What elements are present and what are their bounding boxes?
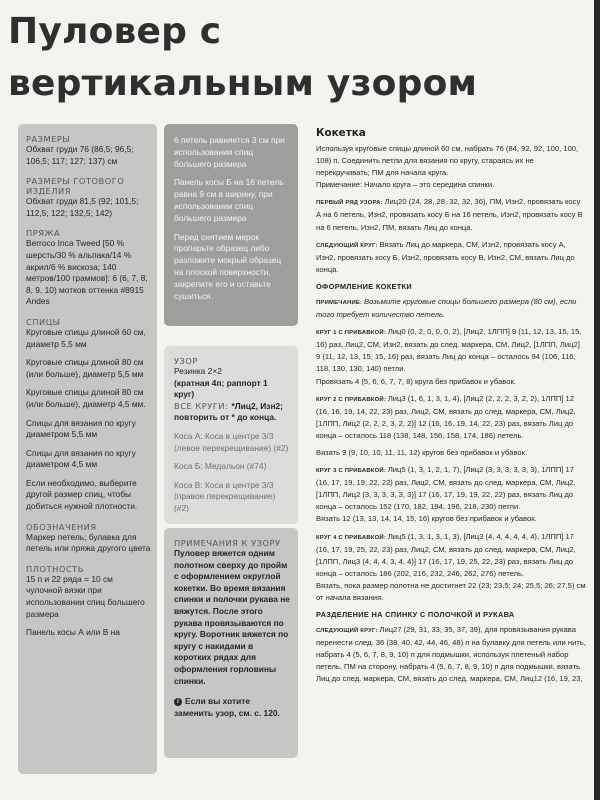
yoke-instructions (316, 127, 586, 691)
page-title: Пуловер с вертикальным узором (8, 11, 478, 104)
inc4-text: Лиц5 (1, 3, 1, 3, 1, 3), [Лиц3 (4, 4, 4, 4, 4, 4), 1ЛПП] 17 (16, 17, 19, 25, 22, 23) раз, Лиц2, СМ, вязать до след. маркера, СМ, Лиц2, [1ЛПП, Лиц3 (4, 4, 4, 3, 4, 4)] 17 (16, 17, 19, 25, 22, 23) раз, вязать Лиц до конца – осталось 186 (202, 216, 232, 246, 262, 276) петель. (316, 531, 576, 578)
rib-title: Резинка 2×2 (174, 366, 222, 376)
inc1-label: КРУГ 1 С ПРИБАВКОЙ: (316, 330, 388, 337)
pattern-notes-panel (164, 528, 298, 758)
knit-rounds-2: Вязать 9 (9, 10, 10, 11, 11, 12) кругов без прибавок и убавок. (316, 447, 528, 457)
yoke-cast-on: Используя круговые спицы длиной 60 см, набрать 76 (84, 92, 92, 100, 100, 108) п. Соединить петли для вязания по кругу, стараясь их не перекручивать; ПМ для начала круга. (316, 144, 579, 178)
division-heading: РАЗДЕЛЕНИЕ НА СПИНКУ С ПОЛОЧКОЙ И РУКАВА (316, 610, 515, 620)
gauge-note: Панель косы Б на 16 петель равна 9 см в ширину, при использовании спиц большего размера (174, 177, 284, 223)
needle-item: Если необходимо, выберите другой размер спиц, чтобы добиться нужной плотности. (26, 477, 138, 512)
knit-rounds-1: Провязать 4 (5, 6, 6, 7, 7, 8) круга без прибавок и убавок. (316, 376, 516, 386)
notions-text: Маркер петель; булавка для петель или пряжа другого цвета (26, 531, 151, 554)
knit-rounds-3: Вязать 12 (13, 13, 14, 14, 15, 16) кругов без прибавок и убавок. (316, 514, 537, 524)
info-icon: i (174, 698, 182, 706)
bust-sizes: Обхват груди 76 (86,5; 96,5; 106,5; 117; 127; 137) см (26, 144, 134, 166)
gauge-text-2: Панель косы А или В на (26, 627, 120, 638)
gauge-note: Перед снятием мерок пропарьте образец либо разложите мокрый образец на плоской поверхности, закрепите его и оставьте сушиться. (174, 231, 282, 301)
needles-heading: СПИЦЫ (26, 316, 61, 327)
gauge-note-panel (164, 124, 298, 326)
increase-round-1 (316, 326, 586, 375)
notions-heading: ОБОЗНАЧЕНИЯ (26, 521, 97, 532)
next-round-label: СЛЕДУЮЩИЙ КРУГ: (316, 242, 380, 249)
finished-sizes-heading: РАЗМЕРЫ ГОТОВОГО ИЗДЕЛИЯ (26, 176, 125, 197)
cable-b: Коса Б: Медальон (#74) (174, 461, 267, 472)
first-row (316, 196, 586, 233)
next-round (316, 239, 586, 276)
needle-item: Спицы для вязания по кругу диаметром 5,5 мм (26, 417, 136, 440)
division-round (316, 624, 586, 685)
shaping-heading: ОФОРМЛЕНИЕ КОКЕТКИ (316, 281, 412, 291)
inc3-text: Лиц5 (1, 3, 1, 2, 1, 7), [Лиц2 (3, 3, 3, 3, 3, 3), 1ЛПП] 17 (16, 17, 19, 19, 22, 22) раз, Лиц2, СМ, вязать до след. маркера, СМ, Лиц2, [1ЛПП, Лиц2 (3, 3, 3, 3, 3, 3)] 17 (16, 17, 19, 19, 22, 22) раз, вязать Лиц до конца – осталось 152 (170, 182, 194, 196, 218, 230) петли. (316, 465, 576, 512)
shaping-note-text: Возьмите круговые спицы большего размера (80 см), если того требует количество петель. (316, 296, 577, 320)
all-rounds-text: *Лиц2, Изн2; повторить от * до конца. (174, 400, 283, 423)
pattern-heading: УЗОР (174, 356, 198, 366)
yoke-heading: Кокетка (316, 127, 366, 139)
division-text: Лиц27 (29, 31, 33, 35, 37, 39), для провязывания рукава перенести след. 36 (38, 40, 42, 44, 46, 48) п на булавку для петель или нить, набрать 4 (5, 6, 7, 8, 9, 10) п для подмышки, используя плетеный набор петель, ПМ на сторону, набрать 4 (5, 6, 7, 8, 9, 10) п для подмышки, вязать Лиц до след. маркера, СМ, вязать до след. маркера, СМ, Лиц12 (16, 19, 23, (316, 625, 586, 684)
inc2-label: КРУГ 2 С ПРИБАВКОЙ: (316, 396, 388, 403)
next-round-text: Вязать Лиц до маркера, СМ, Изн2, провязать косу А, Изн2, провязать косу Б, Изн2, провязать косу В, Изн2, СМ, вязать Лиц до конца. (316, 239, 575, 274)
yarn-text: Berroco Inca Tweed [50 % шерсть/30 % альпака/14 % акрил/6 % вискоза; 140 метров/100 граммов]: 6 (6, 7, 8, 8, 9, 10) мотков оттенка #8915 Andes (26, 238, 148, 307)
needle-item: Круговые спицы длиной 60 см, диаметр 5,5 мм (26, 326, 146, 349)
gauge-text: 15 п и 22 ряда = 10 см чулочной вязки при использовании спиц большего размера (26, 573, 145, 619)
materials-panel (18, 124, 157, 774)
inc1-text: Лиц0 (0, 2, 0, 0, 0, 2), [Лиц2, 1ЛПП] 9 (11, 12, 13, 15, 15, 16) раз, Лиц2, СМ, Изн2, вязать до след. маркера, СМ, Лиц2, [1ЛПП, Лиц2] 9 (11, 12, 13, 15, 15, 16) раз, вязать Лиц до конца – осталось 94 (106, 116, 118, 130, 130, 140) петли. (316, 327, 582, 374)
needle-item: Спицы для вязания по кругу диаметром 4,5 мм (26, 447, 136, 470)
shaping-note-label: ПРИМЕЧАНИЕ: (316, 299, 365, 306)
shaping-note (316, 296, 586, 321)
replace-note (174, 696, 290, 719)
all-rounds (174, 401, 290, 424)
notes-text: Пуловер вяжется одним полотном сверху до пройм с оформлением округлой кокетки. Во время вязания спинки и полочки рукава не вяжутся. После этого рукава провязываются по кругу. Воротник вяжется по кругу с накидами в коротких рядах для оформления горловины спинки. (174, 548, 290, 686)
inc3-label: КРУГ 3 С ПРИБАВКОЙ: (316, 468, 388, 475)
page-edge (594, 0, 600, 800)
inc4-label: КРУГ 4 С ПРИБАВКОЙ: (316, 534, 388, 541)
gauge-heading: ПЛОТНОСТЬ (26, 563, 84, 574)
increase-round-4 (316, 531, 586, 580)
gauge-note: 6 петель равняется 3 см при использовании спиц большего размера (174, 135, 285, 169)
needle-item: Круговые спицы длиной 80 см (или больше), диаметр 4,5 мм. (26, 387, 146, 409)
sizes-heading: РАЗМЕРЫ (26, 134, 71, 144)
rib-subtitle: (кратная 4п; раппорт 1 круг) (174, 377, 268, 400)
cable-c: Коса В: Коса в центре 3/3 (правое перекрещивание) (#2) (174, 479, 276, 513)
all-rounds-label: ВСЕ КРУГИ: (174, 400, 232, 411)
inc2-text: Лиц3 (1, 6, 1, 3, 1, 4), [Лиц2 (2, 2, 2, 3, 2, 2), 1ЛПП] 12 (16, 16, 19, 14, 22, 23) раз, Лиц2, СМ, вязать до след. маркера, СМ, Лиц2, [1ЛПП, Лиц2 (2, 2, 2, 3, 2, 2)] 12 (16, 16, 19, 14, 22, 23) раз, вязать Лиц до конца – осталось 118 (138, 148, 156, 158, 174, 186) петель. (316, 393, 576, 440)
first-row-text: Лиц20 (24, 28, 28, 32, 32, 36), ПМ, Изн2, провязать косу А на 6 петель, Изн2, провязать косу Б на 16 петель, Изн2, провязать косу В на 6 петель, Изн2, ПМ, вязать Лиц до конца. (316, 197, 583, 232)
first-row-label: ПЕРВЫЙ РЯД УЗОРА: (316, 200, 385, 207)
pattern-panel (164, 346, 298, 524)
replace-text: Если вы хотите заменить узор, см. с. 120. (174, 696, 280, 718)
increase-round-2 (316, 393, 586, 442)
needle-item: Круговые спицы длиной 80 см (или больше), диаметр 5,5 мм (26, 357, 144, 379)
cable-a: Коса А: Коса в центре 3/3 (левое перекрещивание) (#2) (174, 430, 289, 453)
notes-heading: ПРИМЕЧАНИЯ К УЗОРУ (174, 538, 281, 548)
increase-round-3 (316, 464, 586, 513)
knit-until: Вязать, пока размер полотна не достигнет 22 (23; 23,5; 24; 25,5; 26; 27,5) см от начала вязания. (316, 580, 586, 602)
division-label: СЛЕДУЮЩИЙ КРУГ: (316, 628, 380, 635)
yarn-heading: ПРЯЖА (26, 228, 61, 239)
finished-sizes: Обхват груди 81,5 (92; 101,5; 112,5; 122; 132,5; 142) (26, 196, 139, 218)
yoke-note: Примечание: Начало круга – это середина спинки. (316, 180, 495, 190)
